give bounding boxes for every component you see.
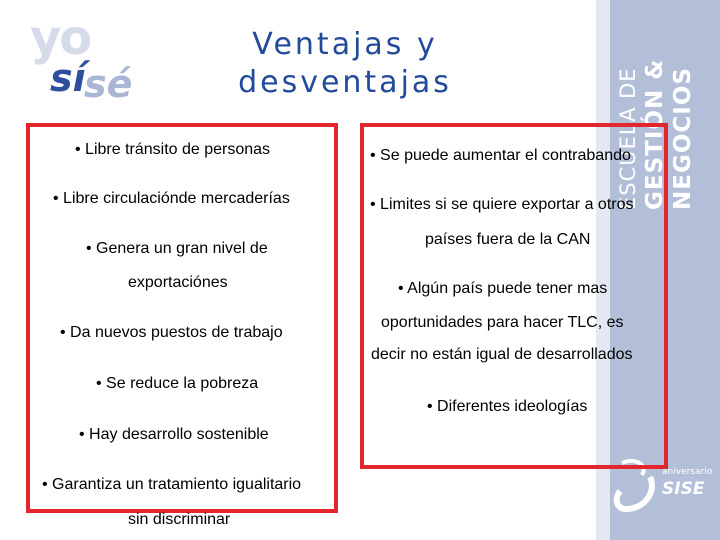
- logo-yo: yo: [30, 10, 91, 66]
- school-line-2: GESTIÓN &: [642, 58, 668, 210]
- ventaja-item: • Da nuevos puestos de trabajo: [60, 324, 283, 341]
- desventaja-item: • Algún país puede tener mas: [398, 280, 608, 297]
- ventajas-box: [26, 123, 338, 513]
- desventaja-item-cont: países fuera de la CAN: [425, 231, 591, 248]
- ventaja-item-cont: sin discriminar: [128, 511, 231, 528]
- yo-si-se-logo: [22, 10, 133, 108]
- ventaja-item: • Genera un gran nivel de: [86, 240, 268, 257]
- desventaja-item-cont: oportunidades para hacer TLC, es: [381, 314, 624, 331]
- title-line-1: Ventajas y: [252, 27, 438, 62]
- desventaja-item: • Limites si se quiere exportar a otros: [370, 196, 634, 213]
- school-line-3: NEGOCIOS: [670, 67, 696, 210]
- desventaja-item-cont: decir no están igual de desarrollados: [371, 346, 633, 363]
- badge-aniversario: aniversario: [662, 467, 713, 477]
- desventaja-item: • Diferentes ideologías: [427, 398, 588, 415]
- ventaja-item: • Libre tránsito de personas: [75, 141, 271, 158]
- school-line-1: ESCUELA DE: [616, 67, 640, 210]
- ventaja-item: • Garantiza un tratamiento igualitario: [42, 476, 302, 493]
- logo-si: sí: [50, 56, 86, 100]
- slide-title: [200, 26, 490, 102]
- logo-se: sé: [84, 62, 133, 106]
- title-line-2: desventajas: [238, 65, 452, 100]
- ventaja-item: • Hay desarrollo sostenible: [79, 426, 269, 443]
- badge-sise: SISE: [662, 479, 705, 499]
- ventaja-item: • Se reduce la pobreza: [96, 375, 259, 392]
- ventaja-item-cont: exportaciónes: [128, 274, 228, 291]
- ventaja-item: • Libre circulacióndе mercaderías: [53, 190, 290, 207]
- desventaja-item: • Se puede aumentar el contrabando: [370, 147, 631, 164]
